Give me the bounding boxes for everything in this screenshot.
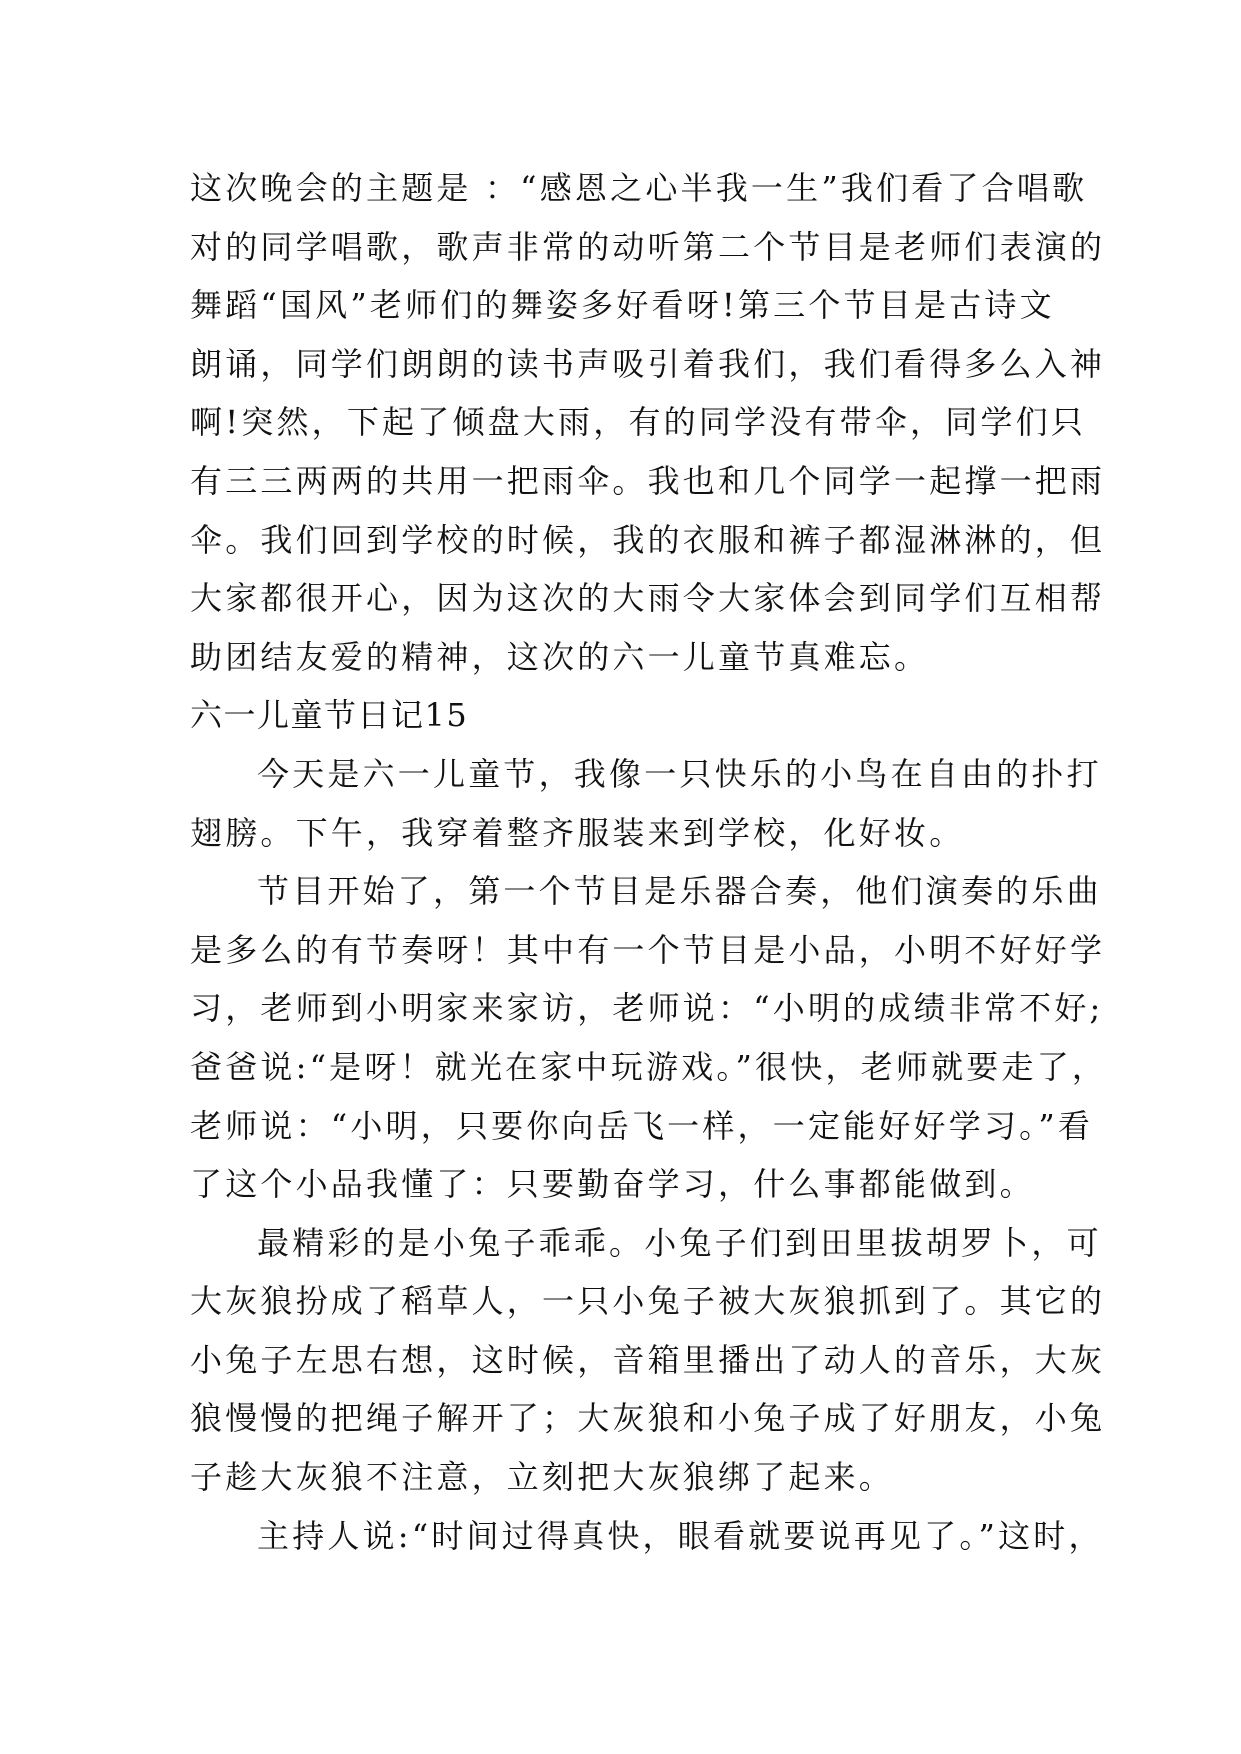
text-line: 啊!突然，下起了倾盘大雨，有的同学没有带伞，同学们只 [190,403,1087,442]
text-line: 主持人说:“时间过得真快，眼看就要说再见了。”这时， [257,1516,1104,1555]
text-line: 老师说：“小明，只要你向岳飞一样，一定能好好学习。”看 [190,1106,1094,1145]
paragraph [190,1507,1104,1566]
paragraph [190,1214,1106,1507]
text-line: 对的同学唱歌，歌声非常的动听第二个节目是老师们表演的 [190,227,1106,266]
text-line: 伞。我们回到学校的时候，我的衣服和裤子都湿淋淋的，但 [190,520,1106,559]
text-line: 是多么的有节奏呀！其中有一个节目是小品，小明不好好学 [190,930,1106,969]
text-line: 子趁大灰狼不注意，立刻把大灰狼绑了起来。 [190,1458,895,1497]
continued-paragraph [190,159,1106,686]
document-body [190,159,1108,1565]
text-line: 小兔子左思右想，这时候，音箱里播出了动人的音乐，大灰 [190,1340,1106,1379]
text-line: 了这个小品我懂了：只要勤奋学习，什么事都能做到。 [190,1165,1035,1204]
text-line: 习，老师到小明家来家访，老师说：“小明的成绩非常不好; [190,989,1104,1028]
text-line: 翅膀。下午，我穿着整齐服装来到学校，化好妆。 [190,813,965,852]
text-line: 这次晚会的主题是 ：“感恩之心半我一生”我们看了合唱歌 [190,169,1088,207]
text-line: 有三三两两的共用一把雨伞。我也和几个同学一起撑一把雨 [190,461,1106,500]
text-line: 大家都很开心，因为这次的大雨令大家体会到同学们互相帮 [190,579,1106,618]
paragraph [190,745,1102,862]
text-line: 今天是六一儿童节，我像一只快乐的小鸟在自由的扑打 [257,754,1102,793]
text-line: 助团结友爱的精神，这次的六一儿童节真难忘。 [190,637,930,676]
text-line: 舞蹈“国风”老师们的舞姿多好看呀!第三个节目是古诗文 [190,286,1055,325]
text-line: 爸爸说:“是呀！就光在家中玩游戏。”很快，老师就要走了， [190,1047,1108,1086]
text-line: 朗诵，同学们朗朗的读书声吸引着我们，我们看得多么入神 [190,344,1106,383]
text-line: 节目开始了，第一个节目是乐器合奏，他们演奏的乐曲 [257,872,1102,911]
text-line: 狼慢慢的把绳子解开了；大灰狼和小兔子成了好朋友，小兔 [190,1399,1106,1438]
text-line: 大灰狼扮成了稻草人，一只小兔子被大灰狼抓到了。其它的 [190,1282,1106,1321]
section-title: 六一儿童节日记15 [190,696,469,735]
text-line: 最精彩的是小兔子乖乖。小兔子们到田里拔胡罗卜，可 [257,1223,1102,1262]
paragraph [190,862,1108,1214]
